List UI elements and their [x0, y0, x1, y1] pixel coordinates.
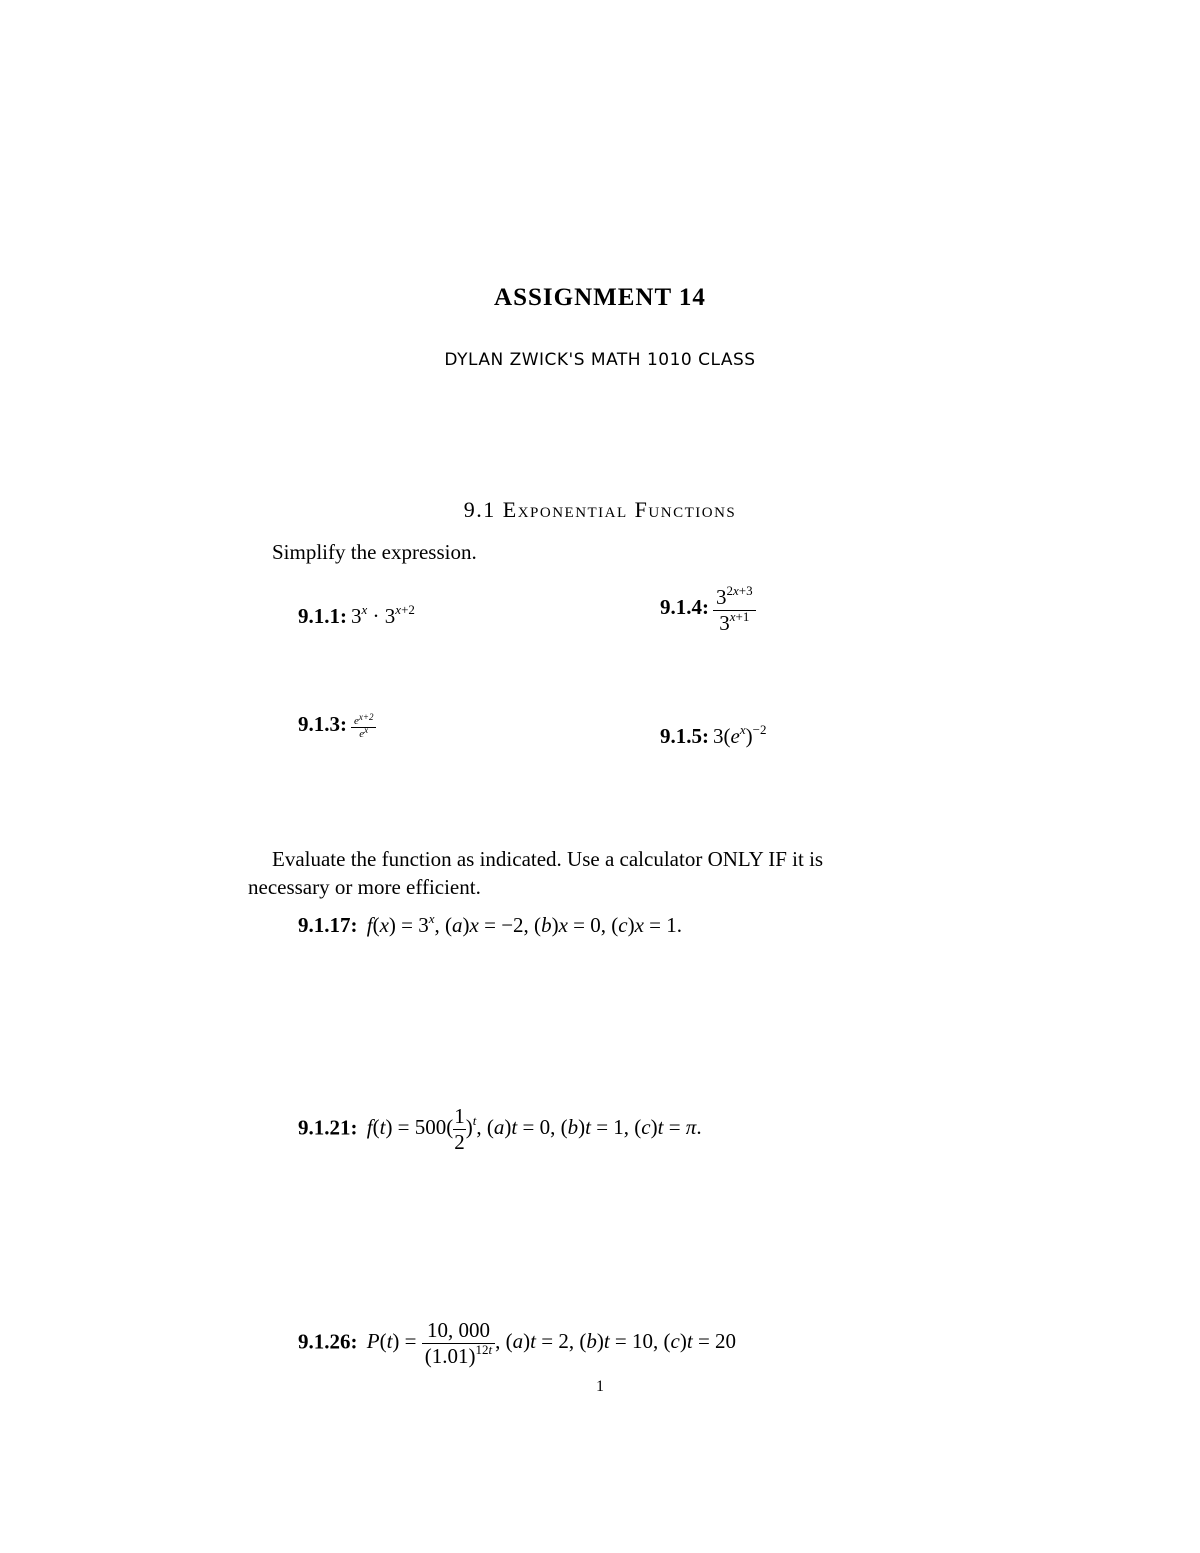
- problem-label: 9.1.4:: [660, 595, 709, 620]
- problem-9-1-4: [660, 585, 756, 636]
- problem-9-1-17: [298, 913, 682, 938]
- evaluate-instruction-line2: necessary or more efficient.: [248, 875, 481, 899]
- problem-expression: f(t) = 500( $\frac{1}{2}$ )$^t$, (a)t = 0, (b)t = 1, (c)t = π.: [366, 1104, 702, 1154]
- problem-label: 9.1.1:: [298, 604, 347, 628]
- problem-label: 9.1.17:: [298, 913, 358, 937]
- simplify-instruction: Simplify the expression.: [272, 540, 477, 564]
- problem-label: 9.1.5:: [660, 724, 709, 748]
- problem-label: 9.1.3:: [298, 712, 347, 736]
- problem-9-1-26: [298, 1318, 736, 1369]
- problem-expression: $\frac{3^{2x+3}}{3^{x+1}}$: [713, 585, 756, 636]
- problem-9-1-1: [298, 604, 415, 629]
- problem-label: 9.1.26:: [298, 1329, 358, 1354]
- problem-expression: P(t) = $\frac{10, 000}{(1.01)^{12t}}$ , (a)t = 2, (b)t = 10, (c)t = 20: [366, 1318, 737, 1368]
- evaluate-instruction-line1: Evaluate the function as indicated. Use a calculator ONLY IF it is: [272, 847, 824, 871]
- assignment-title: ASSIGNMENT 14: [494, 284, 706, 311]
- problem-label: 9.1.21:: [298, 1115, 358, 1140]
- problem-expression: $f(x) = 3^x$, (a)x = −2, (b)x = 0, (c)x = 1.: [366, 911, 682, 937]
- problem-expression: $3^x \cdot 3^{x+2}$: [351, 602, 415, 628]
- problem-expression: $\frac{e^{x+2}}{e^x}$: [351, 715, 376, 740]
- class-subtitle: DYLAN ZWICK'S MATH 1010 CLASS: [444, 350, 756, 370]
- problem-9-1-21: [298, 1104, 702, 1155]
- problem-9-1-3: [298, 712, 376, 740]
- problem-9-1-5: [660, 724, 766, 749]
- problem-expression: $3(e^x)^{-2}$: [713, 722, 767, 748]
- section-heading: 9.1 Exponential Functions: [463, 497, 737, 522]
- page-number: 1: [596, 1378, 604, 1395]
